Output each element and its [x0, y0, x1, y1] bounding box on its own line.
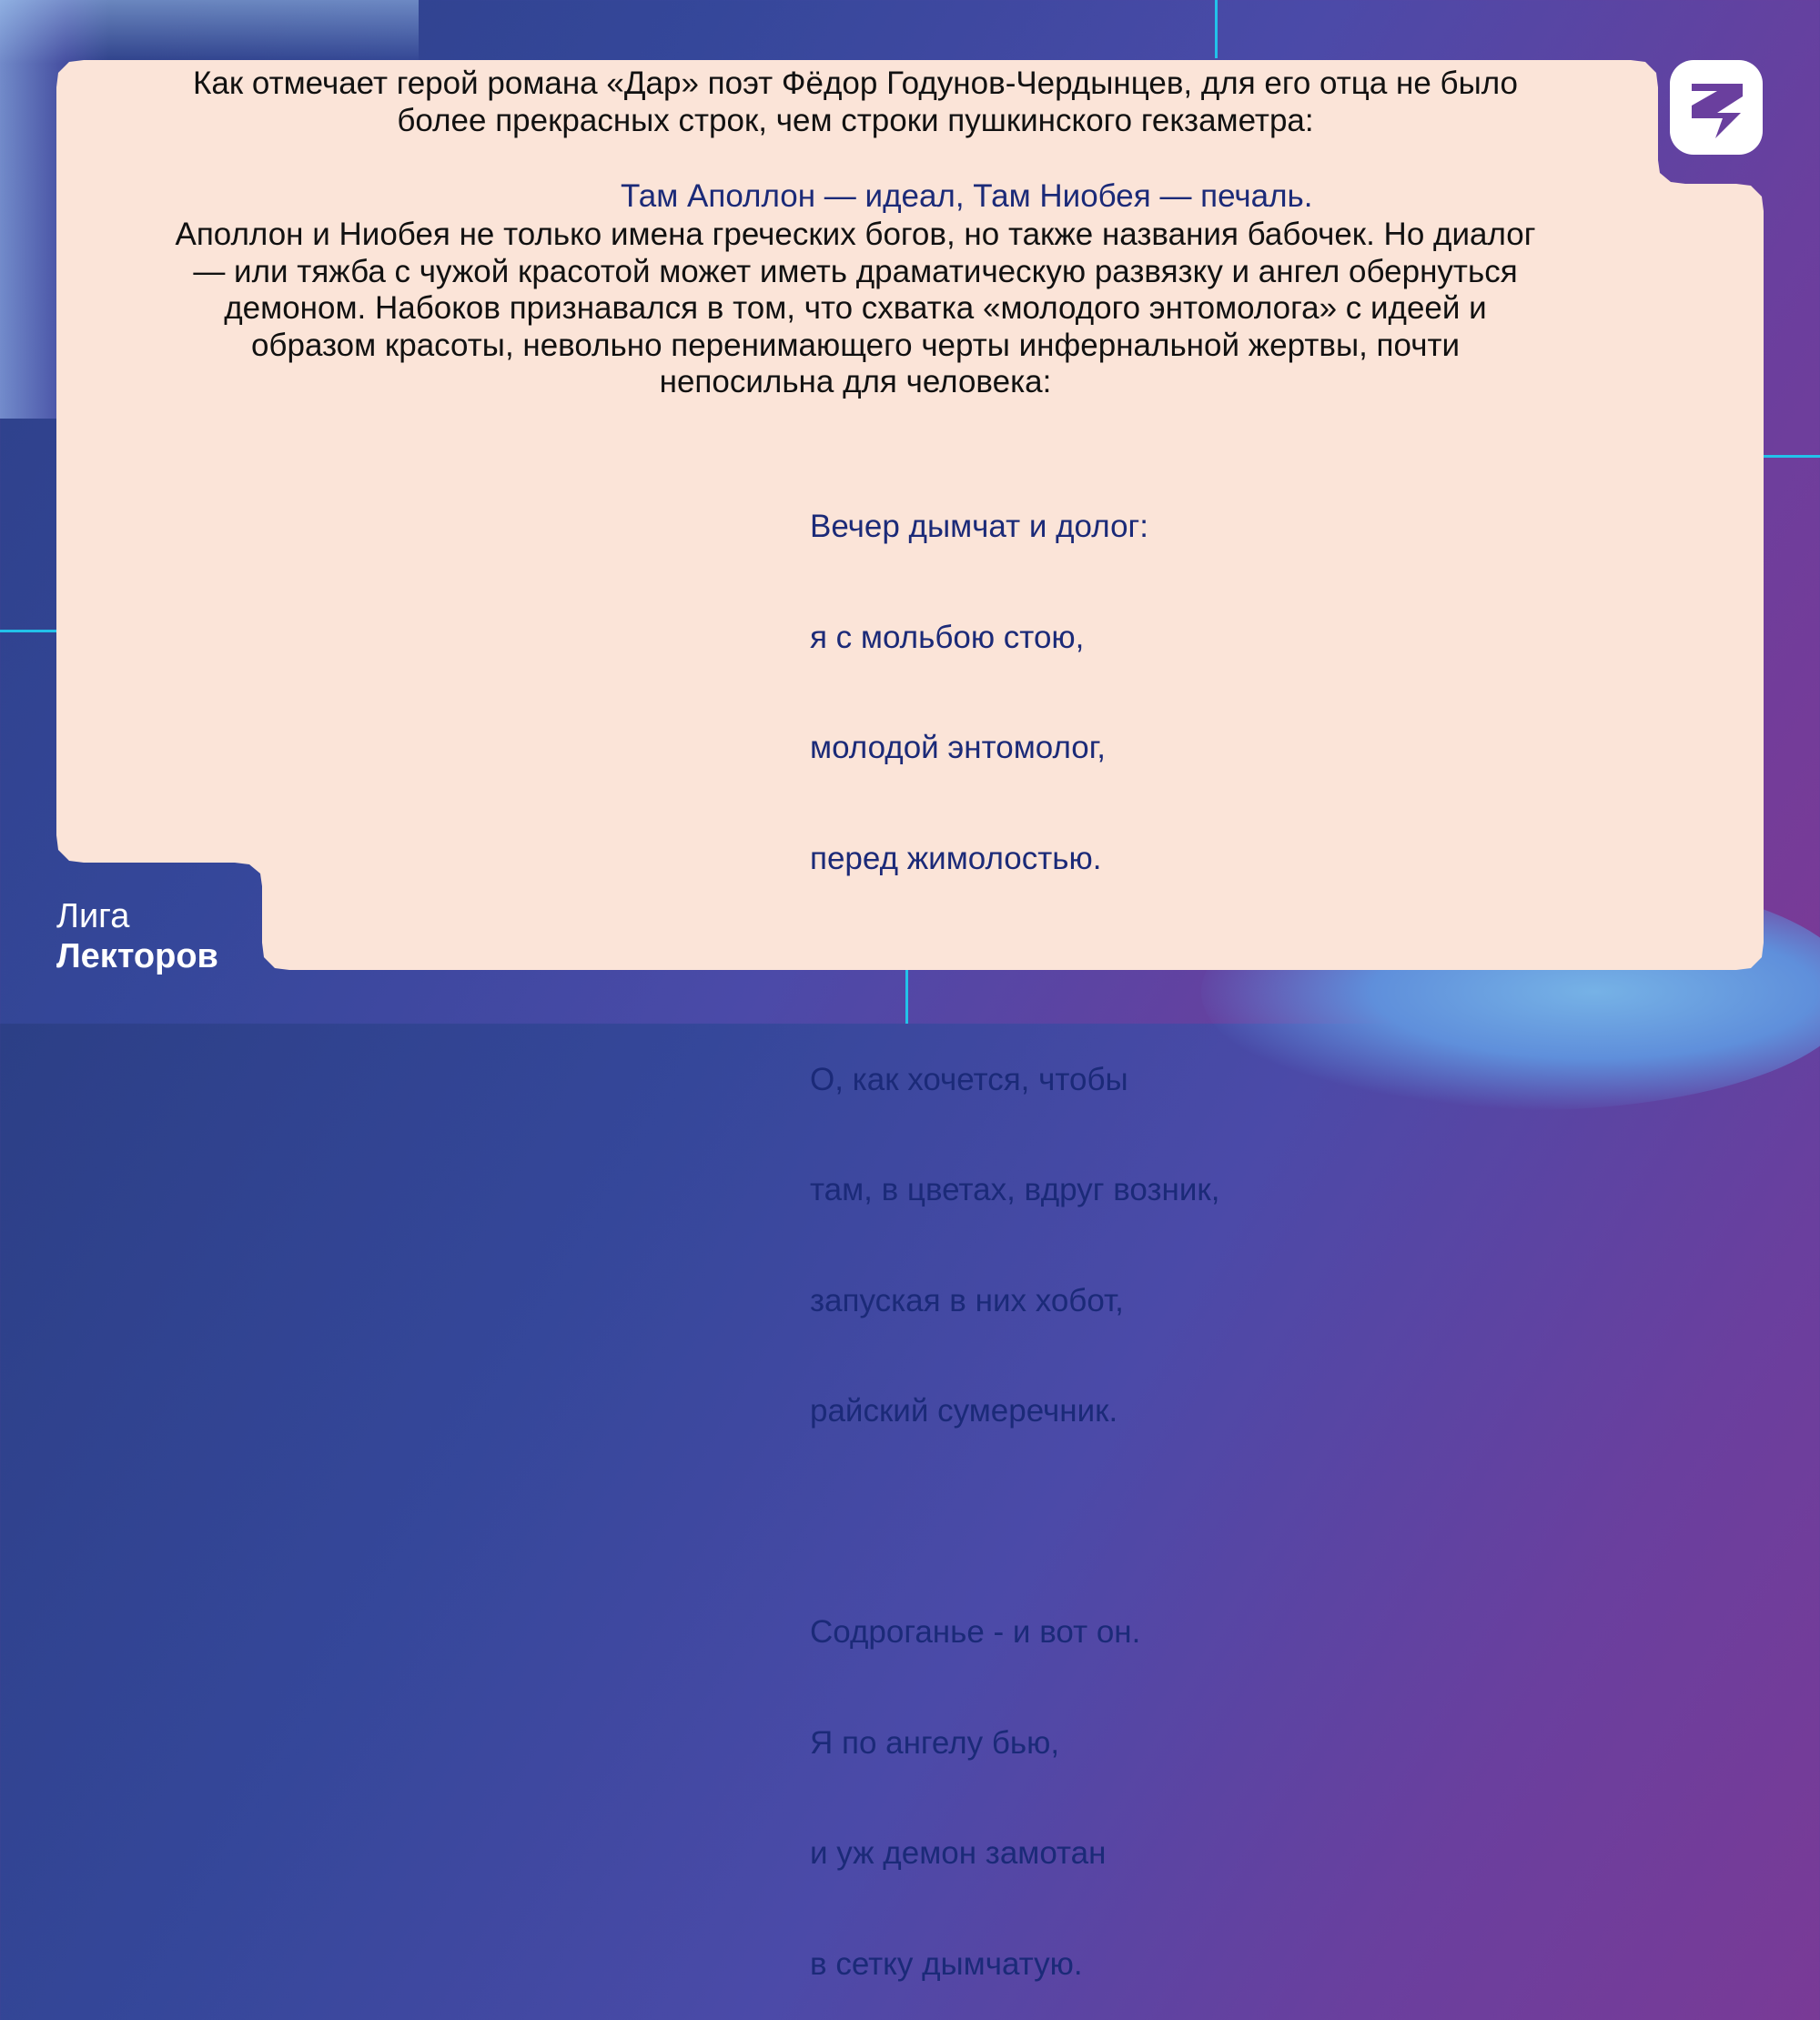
poem-line: и уж демон замотан — [810, 1835, 1107, 1871]
poem-line: Вечер дымчат и долог: — [810, 509, 1149, 544]
paragraph-line: образом красоты, невольно перенимающего черты инфернальной жертвы, почти — [250, 327, 1461, 363]
paragraph-line: демоном. Набоков признавался в том, что схватка «молодого энтомолога» с идеей и — [224, 290, 1487, 326]
poem-stanza-gap — [810, 951, 1219, 988]
poem-line: перед жимолостью. — [810, 840, 1102, 876]
brand-logo — [56, 896, 218, 976]
brand-line: Лига — [56, 897, 130, 935]
paragraph-text — [91, 217, 1620, 401]
poem-line: Содроганье - и вот он. — [810, 1614, 1141, 1650]
poem-stanza-gap — [810, 1504, 1219, 1541]
accent-line — [1764, 455, 1820, 458]
paragraph-line: Аполлон и Ниобея не только имена греческих богов, но также названия бабочек. Но диалог — [175, 217, 1536, 252]
brand-line: Лекторов — [56, 937, 218, 975]
intro-text — [91, 66, 1620, 139]
accent-line — [0, 630, 56, 632]
intro-line: Как отмечает герой романа «Дар» поэт Фёдор Годунов-Чердынцев, для его отца не было — [192, 66, 1519, 101]
poem — [810, 435, 1219, 2020]
poem-line: О, как хочется, чтобы — [810, 1061, 1128, 1097]
paragraph-line: непосильна для человека: — [659, 364, 1052, 399]
paragraph-line: — или тяжба с чужой красотой может иметь драматическую развязку и ангел обернуться — [193, 253, 1518, 289]
poem-line: райский сумеречник. — [810, 1393, 1118, 1429]
quote-line: Там Аполлон — идеал, Там Ниобея — печаль. — [621, 178, 1313, 214]
accent-line — [1215, 0, 1218, 58]
poem-line: там, в цветах, вдруг возник, — [810, 1172, 1220, 1207]
poem-line: молодой энтомолог, — [810, 730, 1106, 765]
background-glow-top — [0, 0, 419, 64]
intro-line: более прекрасных строк, чем строки пушкинского гекзаметра: — [397, 102, 1314, 138]
poem-line: запуская в них хобот, — [810, 1282, 1124, 1318]
poem-line: я с мольбою стою, — [810, 619, 1085, 655]
poem-line: Я по ангелу бью, — [810, 1724, 1060, 1761]
poem-line: в сетку дымчатую. — [810, 1945, 1083, 1982]
z-lightning-logo-icon — [1670, 60, 1763, 155]
